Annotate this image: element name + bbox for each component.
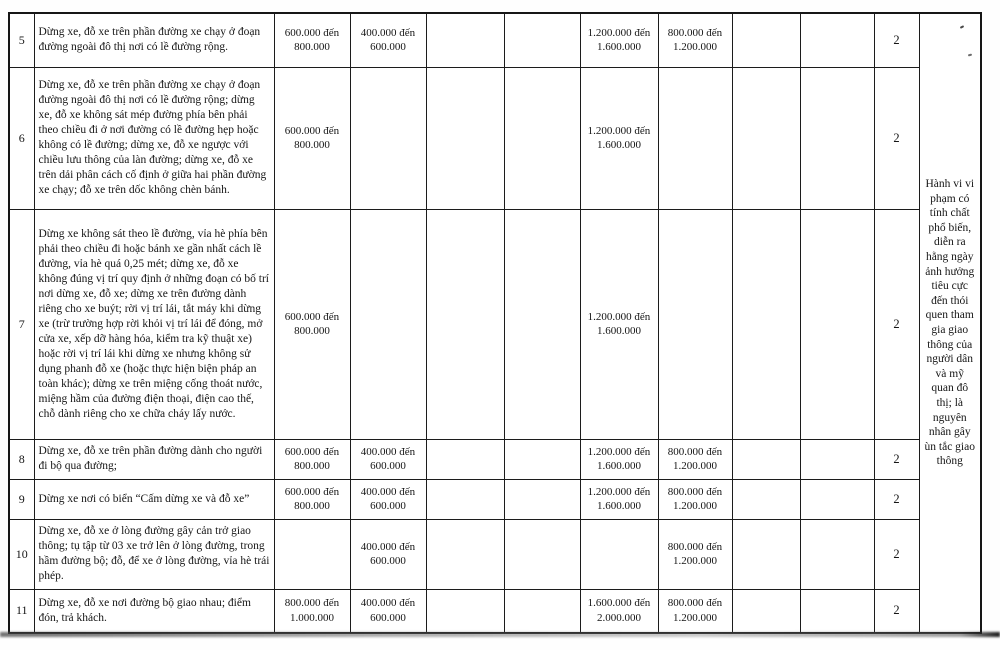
- fine-g-cell: [732, 439, 800, 479]
- fine-b-cell: 400.000 đến 600.000: [350, 439, 426, 479]
- fine-h-cell: [800, 589, 874, 633]
- fine-a-cell: 600.000 đến 800.000: [274, 67, 350, 209]
- table-row: [9, 13, 981, 67]
- violation-description-cell: Dừng xe nơi có biển “Cấm dừng xe và đỗ xe”: [34, 479, 274, 519]
- fine-e-cell: 1.200.000 đến 1.600.000: [580, 13, 658, 67]
- fine-g-cell: [732, 519, 800, 589]
- fine-e-cell: 1.200.000 đến 1.600.000: [580, 67, 658, 209]
- scan-artifact: [968, 54, 972, 57]
- fine-h-cell: [800, 67, 874, 209]
- fine-f-cell: 800.000 đến 1.200.000: [658, 479, 732, 519]
- points-cell: 2: [874, 67, 919, 209]
- fine-a-cell: 800.000 đến 1.000.000: [274, 589, 350, 633]
- fine-a-cell: 600.000 đến 800.000: [274, 209, 350, 439]
- fine-h-cell: [800, 439, 874, 479]
- row-number-cell: 7: [9, 209, 34, 439]
- points-cell: 2: [874, 13, 919, 67]
- fine-g-cell: [732, 67, 800, 209]
- fine-f-cell: 800.000 đến 1.200.000: [658, 589, 732, 633]
- fine-d-cell: [504, 439, 580, 479]
- fine-b-cell: 400.000 đến 600.000: [350, 519, 426, 589]
- fine-f-cell: 800.000 đến 1.200.000: [658, 519, 732, 589]
- fine-e-cell: 1.200.000 đến 1.600.000: [580, 439, 658, 479]
- fine-h-cell: [800, 479, 874, 519]
- fine-b-cell: 400.000 đến 600.000: [350, 479, 426, 519]
- fine-f-cell: [658, 67, 732, 209]
- fine-d-cell: [504, 209, 580, 439]
- fine-c-cell: [426, 13, 504, 67]
- violation-description-cell: Dừng xe, đỗ xe ở lòng đường gây cản trở giao thông; tụ tập từ 03 xe trở lên ở lòng đường, trong hầm đường bộ; đỗ, để xe ở lòng đường, vỉa hè trái phép.: [34, 519, 274, 589]
- violation-description-cell: Dừng xe, đỗ xe nơi đường bộ giao nhau; điểm đón, trả khách.: [34, 589, 274, 633]
- fine-e-cell: 1.200.000 đến 1.600.000: [580, 209, 658, 439]
- fine-a-cell: 600.000 đến 800.000: [274, 479, 350, 519]
- fine-b-cell: [350, 209, 426, 439]
- table-row: [9, 209, 981, 439]
- note-text: Hành vi vi phạm có tính chất phổ biến, diễn ra hằng ngày ảnh hưởng tiêu cực đến thói quen tham gia giao thông của người dân và mỹ quan đô thị; là nguyên nhân gây ùn tắc giao thông: [924, 178, 975, 468]
- fine-c-cell: [426, 439, 504, 479]
- fine-d-cell: [504, 67, 580, 209]
- fine-c-cell: [426, 589, 504, 633]
- points-cell: 2: [874, 479, 919, 519]
- table-row: [9, 67, 981, 209]
- fine-h-cell: [800, 519, 874, 589]
- violation-description-cell: Dừng xe không sát theo lề đường, vỉa hè phía bên phải theo chiều đi hoặc bánh xe gần nhất cách lề đường, vỉa hè quá 0,25 mét; dừng xe, đỗ xe không đúng vị trí quy định ở những đoạn có bố trí nơi dừng xe, đỗ xe; dừng xe trên đường dành riêng cho xe buýt; rời vị trí lái, tắt máy khi dừng xe (trừ trường hợp rời khỏi vị trí lái để đóng, mở cửa xe, xếp dỡ hàng hóa, kiểm tra kỹ thuật xe) hoặc rời vị trí lái khi dừng xe nhưng không sử dụng phanh đỗ xe (hoặc thực hiện biện pháp an toàn khác); dừng xe trên miệng cống thoát nước, miệng hầm của đường điện thoại, điện cao thế, chỗ dành riêng cho xe chữa cháy lấy nước.: [34, 209, 274, 439]
- row-number-cell: 8: [9, 439, 34, 479]
- fine-c-cell: [426, 209, 504, 439]
- row-number-cell: 11: [9, 589, 34, 633]
- fine-b-cell: 400.000 đến 600.000: [350, 13, 426, 67]
- row-number-cell: 6: [9, 67, 34, 209]
- points-cell: 2: [874, 439, 919, 479]
- points-cell: 2: [874, 589, 919, 633]
- table-row: [9, 479, 981, 519]
- fine-a-cell: 600.000 đến 800.000: [274, 439, 350, 479]
- fine-c-cell: [426, 67, 504, 209]
- fine-g-cell: [732, 209, 800, 439]
- fine-h-cell: [800, 209, 874, 439]
- fine-g-cell: [732, 589, 800, 633]
- violation-description-cell: Dừng xe, đỗ xe trên phần đường xe chạy ở đoạn đường ngoài đô thị nơi có lề đường rộng.: [34, 13, 274, 67]
- fine-d-cell: [504, 519, 580, 589]
- fine-f-cell: 800.000 đến 1.200.000: [658, 13, 732, 67]
- note-cell: [919, 13, 981, 633]
- fine-b-cell: 400.000 đến 600.000: [350, 589, 426, 633]
- row-number-cell: 9: [9, 479, 34, 519]
- fine-e-cell: 1.600.000 đến 2.000.000: [580, 589, 658, 633]
- fine-a-cell: 600.000 đến 800.000: [274, 13, 350, 67]
- fine-g-cell: [732, 13, 800, 67]
- fine-c-cell: [426, 479, 504, 519]
- violations-fines-table: [8, 12, 982, 634]
- fine-f-cell: [658, 209, 732, 439]
- row-number-cell: 10: [9, 519, 34, 589]
- fine-e-cell: 1.200.000 đến 1.600.000: [580, 479, 658, 519]
- table-row: [9, 519, 981, 589]
- fine-d-cell: [504, 589, 580, 633]
- fine-h-cell: [800, 13, 874, 67]
- fine-b-cell: [350, 67, 426, 209]
- fine-c-cell: [426, 519, 504, 589]
- fine-d-cell: [504, 479, 580, 519]
- violations-tbody: [9, 13, 981, 633]
- violation-description-cell: Dừng xe, đỗ xe trên phần đường xe chạy ở đoạn đường ngoài đô thị nơi có lề đường rộng; dừng xe, đỗ xe không sát mép đường phía bên phải theo chiều đi ở nơi đường có lề đường hẹp hoặc không có lề đường; dừng xe, đỗ xe ngược với chiều lưu thông của làn đường; dừng xe, đỗ xe trên dải phân cách cố định ở giữa hai phần đường xe chạy; đỗ xe trên dốc không chèn bánh.: [34, 67, 274, 209]
- scan-artifact: [960, 25, 964, 29]
- table-row: [9, 439, 981, 479]
- fine-a-cell: [274, 519, 350, 589]
- points-cell: 2: [874, 209, 919, 439]
- row-number-cell: 5: [9, 13, 34, 67]
- fine-d-cell: [504, 13, 580, 67]
- points-cell: 2: [874, 519, 919, 589]
- table-row: [9, 589, 981, 633]
- fine-g-cell: [732, 479, 800, 519]
- fine-f-cell: 800.000 đến 1.200.000: [658, 439, 732, 479]
- violation-description-cell: Dừng xe, đỗ xe trên phần đường dành cho người đi bộ qua đường;: [34, 439, 274, 479]
- fine-e-cell: [580, 519, 658, 589]
